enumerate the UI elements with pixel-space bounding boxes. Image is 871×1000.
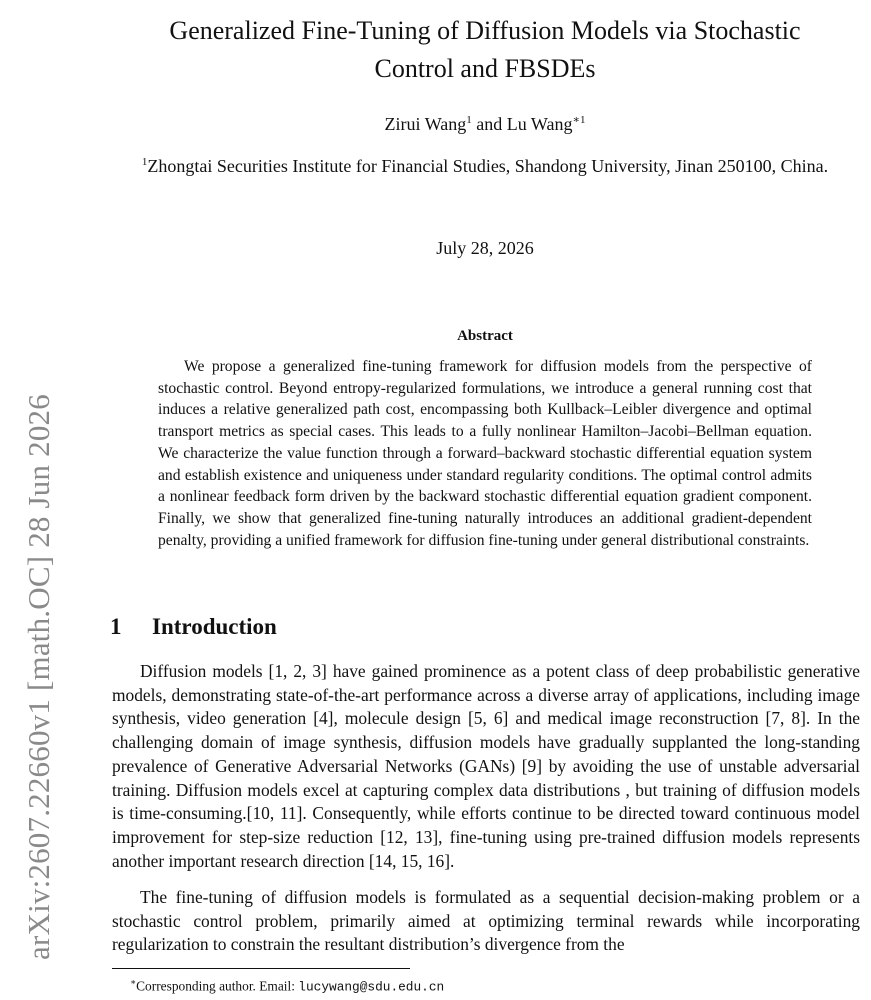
footnote-mark: ∗ [130, 977, 137, 987]
author-name: Lu Wang [506, 114, 573, 134]
author-affil-mark: ∗1 [572, 114, 586, 126]
intro-paragraph-2: The fine-tuning of diffusion models is formulated as a sequential decision-making problem or a stochastic control problem, primarily aimed at optimizing terminal rewards while incorporating regularization to constrain the resultant distribution’s divergence from the [112, 887, 860, 955]
affiliation-text: Zhongtai Securities Institute for Financial Studies, Shandong University, Jinan 250100, China. [147, 156, 829, 176]
author-list [110, 108, 860, 136]
arxiv-side-label: arXiv:2607.22660v1 [math.OC] 28 Jun 2026 [21, 394, 56, 960]
footnote-email-link[interactable]: lucywang@sdu.edu.cn [298, 979, 445, 995]
paper-date: July 28, 2026 [436, 238, 534, 258]
affiliation-mark: 1 [141, 156, 148, 168]
section-number: 1 [110, 614, 122, 639]
footnote-rule [112, 968, 410, 969]
section-title: Introduction [152, 614, 277, 639]
title-line-2: Control and FBSDEs [374, 54, 596, 83]
author-affil-mark: 1 [466, 114, 472, 126]
paper-title [110, 12, 860, 88]
author-connector: and [476, 114, 503, 134]
abstract-body: We propose a generalized fine-tuning framework for diffusion models from the perspective of stochastic control. Beyond entropy-regularized formulations, we introduce a general running cost that induces a relative generalized path cost, encompassing both Kullback–Leibler divergence and optimal transport metrics as special cases. This leads to a fully nonlinear Hamilton–Jacobi–Bellman equation. We characterize the value function through a forward–backward stochastic differential equation system and establish existence and uniqueness under standard regularity conditions. The optimal control admits a nonlinear feedback form driven by the backward stochastic differential equation gradient component. Finally, we show that generalized fine-tuning naturally introduces an additional gradient-dependent penalty, providing a unified framework for diffusion fine-tuning under general distributional constraints. [158, 358, 812, 549]
title-line-1: Generalized Fine-Tuning of Diffusion Models via Stochastic [169, 16, 801, 45]
footnote [130, 972, 830, 997]
section-heading [110, 614, 860, 640]
author-name: Zirui Wang [384, 114, 467, 134]
intro-paragraph-1: Diffusion models [1, 2, 3] have gained prominence as a potent class of deep probabilistic generative models, demonstrating state-of-the-art performance across a diverse array of applications, including image synthesis, video generation [4], molecule design [5, 6] and medical image reconstruction [7, 8]. In the challenging domain of image synthesis, diffusion models have gradually supplanted the long-standing prevalence of Generative Adversarial Networks (GANs) [9] by avoiding the use of unstable adversarial training. Diffusion models excel at capturing complex data distributions , but training of diffusion models is time-consuming.[10, 11]. Consequently, while efforts continue to be directed toward continuous model improvement for step-size reduction [12, 13], fine-tuning using pre-trained diffusion models represents another important research direction [14, 15, 16]. [112, 661, 860, 871]
footnote-text: Corresponding author. Email: [136, 978, 295, 994]
affiliation [128, 150, 842, 178]
abstract-heading: Abstract [457, 328, 513, 344]
